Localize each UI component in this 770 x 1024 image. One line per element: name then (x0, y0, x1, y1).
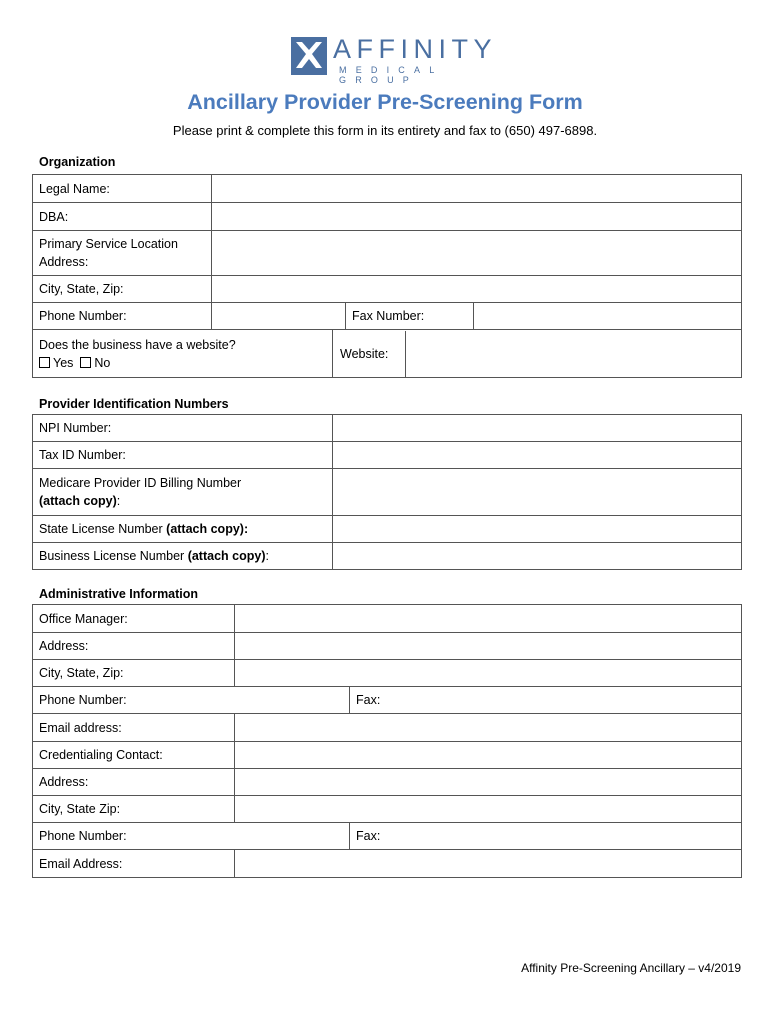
admin-phone-label: Phone Number: (39, 693, 127, 707)
cred-address-label: Address: (33, 769, 235, 796)
business-license-colon: : (265, 549, 269, 563)
business-license-label (33, 543, 333, 570)
office-manager-field[interactable] (235, 605, 742, 633)
website-question: Does the business have a website? (39, 337, 236, 352)
address-field[interactable] (212, 231, 742, 276)
medicare-label (33, 469, 333, 516)
website-label: Website: (333, 331, 406, 377)
cred-phone-label: Phone Number: (39, 829, 127, 843)
dba-field[interactable] (212, 203, 742, 231)
admin-address-label: Address: (33, 633, 235, 660)
admin-fax-cell[interactable] (350, 687, 742, 714)
admin-table (32, 604, 742, 878)
npi-field[interactable] (333, 415, 742, 442)
admin-city-label: City, State, Zip: (33, 660, 235, 687)
website-question-cell (33, 330, 333, 378)
admin-city-field[interactable] (235, 660, 742, 687)
cred-email-label: Email Address: (33, 850, 235, 878)
state-license-text: State License Number (39, 522, 167, 536)
dba-label: DBA: (33, 203, 212, 231)
legal-name-field[interactable] (212, 175, 742, 203)
tax-id-field[interactable] (333, 442, 742, 469)
cred-city-field[interactable] (235, 796, 742, 823)
npi-label: NPI Number: (33, 415, 333, 442)
medicare-label-line1: Medicare Provider ID Billing Number (39, 476, 242, 490)
state-license-label (33, 516, 333, 543)
cred-city-label: City, State Zip: (33, 796, 235, 823)
medicare-colon: : (116, 494, 121, 508)
business-license-attach-note: (attach copy) (187, 549, 266, 563)
organization-table (32, 174, 742, 378)
cred-fax-label: Fax: (356, 829, 381, 843)
credentialing-contact-field[interactable] (235, 742, 742, 769)
website-no-option[interactable] (80, 356, 110, 370)
business-license-field[interactable] (333, 543, 742, 570)
admin-address-field[interactable] (235, 633, 742, 660)
cred-phone-cell[interactable] (33, 823, 350, 850)
provider-ids-table (32, 414, 742, 570)
phone-label: Phone Number: (33, 303, 212, 330)
website-cell (333, 330, 742, 378)
medicare-attach-note: (attach copy) (39, 494, 117, 508)
state-license-field[interactable] (333, 516, 742, 543)
cred-address-field[interactable] (235, 769, 742, 796)
tax-id-label: Tax ID Number: (33, 442, 333, 469)
logo-icon (291, 37, 327, 75)
legal-name-label: Legal Name: (33, 175, 212, 203)
form-title: Ancillary Provider Pre-Screening Form (187, 90, 583, 114)
credentialing-contact-label: Credentialing Contact: (33, 742, 235, 769)
admin-email-field[interactable] (235, 714, 742, 742)
affinity-logo (291, 34, 501, 85)
city-state-zip-label: City, State, Zip: (33, 276, 212, 303)
admin-email-label: Email address: (33, 714, 235, 742)
form-instructions: Please print & complete this form in its entirety and fax to (650) 497-6898. (172, 123, 598, 138)
yes-checkbox[interactable] (39, 357, 50, 368)
section-title-provider-ids: Provider Identification Numbers (39, 397, 229, 411)
website-field[interactable] (406, 331, 742, 377)
footer-version: Affinity Pre-Screening Ancillary – v4/2019 (521, 961, 741, 975)
logo-name: AFFINITY (333, 34, 497, 64)
business-license-text: Business License Number (39, 549, 188, 563)
yes-label: Yes (53, 355, 74, 370)
address-label (33, 231, 212, 276)
logo-subtitle: MEDICAL GROUP (339, 65, 444, 85)
no-checkbox[interactable] (80, 357, 91, 368)
office-manager-label: Office Manager: (33, 605, 235, 633)
medicare-field[interactable] (333, 469, 742, 516)
phone-field[interactable] (212, 303, 346, 330)
no-label: No (94, 355, 111, 370)
address-label-line2: Address: (39, 255, 89, 269)
section-title-admin: Administrative Information (39, 587, 199, 601)
cred-fax-cell[interactable] (350, 823, 742, 850)
city-state-zip-field[interactable] (212, 276, 742, 303)
admin-fax-label: Fax: (356, 693, 381, 707)
section-title-organization: Organization (39, 155, 116, 169)
fax-number-label: Fax Number: (346, 303, 474, 330)
website-yes-option[interactable] (39, 356, 73, 370)
state-license-attach-note: (attach copy): (166, 522, 249, 536)
cred-email-field[interactable] (235, 850, 742, 878)
admin-phone-cell[interactable] (33, 687, 350, 714)
fax-number-field[interactable] (474, 303, 742, 330)
address-label-line1: Primary Service Location (39, 237, 178, 251)
